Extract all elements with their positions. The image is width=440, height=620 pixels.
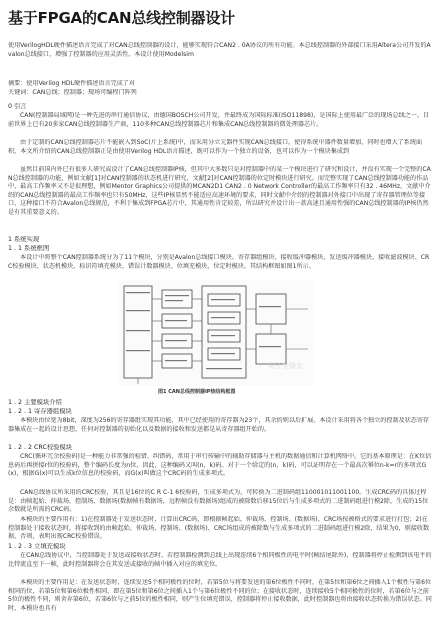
- paragraph-intro-2: 由于定制的CAN总线控制器芯片不能嵌入到SoC(片上系统)中，而采用分立元器件实现CAN总线接口，使得系统中器件数量增加，同时也增大了系统面积，本文所介绍的CAN总线控制器正是由使用Verilog HDL语言描述，既可以作为一个独立的设备，也可以作为一个模块集成到: [8, 139, 423, 155]
- subsection-heading-crc: 1 . 2 . 2 CRC校验模块: [8, 444, 73, 451]
- subsection-heading-block-diagram: 1 . 1 系统框图: [8, 245, 50, 252]
- paragraph-intro-3: 虽然目前国内外已有很多人研究或设计了CAN总线控制器IP核，但其中大多数只是对控制器中的某一个模块进行了研究和设计，并没有实现一个完整的CAN总线控制器的功能，例如文献[1]对CAN控制器的状态机进行研究，文献[2]对CAN控制器的位定时模块进行研究。而完整实现了CAN总线控制器功能的作品中，最高工作频率又不是很理想，例如Mentor Graphics公司提供的MCAN2D1 CAN2 . 0 Network Controller的最高工作频率只有32 . 46MHz，文献中介绍的CAN总线控制器的最高工作频率也只有50MHz，这些IP核显然不能适应高速环境的要求，同时文献中介绍的控制器对外接口中出现了寄存器管理位等接口，这种接口不符合Avalon总线规范，不利于集成到FPGA芯片中，其通用性肯定较差，所以研究并设计出一款高速且通用性强的CAN总线控制器的IP核仍然是有其重要意义的。: [8, 166, 431, 216]
- paragraph-block-diagram: 本设计中将整个CAN控制器系统分为了11个模块，分别是Avalon总线接口模块、寄存器组模块、接收缓冲器模块、发送缓冲器模块、接收滤波模块、CRC校验模块、状态机模块、标识符填充模块、错误计数器模块、位填充模块、位定时模块。其结构框图如图1所示。: [8, 254, 430, 270]
- paragraph-bit-stuffing-2: 本模块的主要作用是：在发送状态时，连续发送5个相同极性的位时，若第5位与将要发送的第6位极性不同时，在第5位和第6位之间插入1个极性与第6位相同的位，若第5位和第6位极性相同，即在第5位和第6位之间插入1个与第6位极性不同的位；在接收状态时，连续接收5个相同极性的位时，若第6位与之前5位的极性不同，则舍弃第6位，若第6位与之前5位的极性相同，则产生位填充错误，控制器将停止接收数据，此时控制器也将由接收状态转换为错误状态。同时，本模块也具有: [8, 579, 432, 612]
- paragraph-crc-3: 本模块的主要作用有：1)在控制器处于发送状态时，计算出CRC码，即根据帧起始、仲裁场、控制场、(数据场)、CRC场按被格式的要求进行打包；2)在控制器处于接收状态时，将接收到的由帧起始、仲裁场、控制场、(数据场)、CRC场组成的被除数与生成多项式的二进制码组进行模2除，结果为0，则接收数据，否则，表明出现CRC校验错误。: [8, 516, 430, 541]
- register-block: [162, 290, 192, 308]
- block-diagram-figure: [118, 280, 314, 386]
- subsection-heading-bit-stuffing: 1 . 2 . 3 立填充模块: [8, 543, 66, 550]
- intro-paragraph: 使用VerilogHDL硬件描述语言完成了对CAN总线控制器的设计，能够实现符合CAN2 . 0A协议的所有功能。本总线控制器的外部接口采用Altera公司开发的Avalon总线接口，增强了控制器的应用灵活性。本设计使用Modelsim: [8, 42, 431, 58]
- section-heading-intro: 0 引言: [8, 103, 27, 110]
- paragraph-crc-1: CRC(循环冗余校验码)是一种能力非常强的检错、纠错码，常用于串行传输中的辅助存储器与主机的数据通信和计算机网络中。它的基本原理是：在K位信息码后再拼接r位的校验码，整个编码长度为n位，因此，这种编码又叫(n，k)码。对于一个给定的(n，k)码，可以证明存在一个最高次幂位n-k=r的多项式G(x)，根据G(x)可以生成k位信息的校验码，而G(x)叫做这个CRC码的生成多项式。: [8, 453, 432, 478]
- abstract-line: 摘要：使用Verilog HDL硬件描述语言完成了对: [8, 80, 135, 87]
- paragraph-crc-2: CAN总线协议所采用的CRC校验，其且是16位的C R C-1 6校验码，生成多项式为，可转换为二进制码组110001011001100。生成CRC码的具体过程是：由帧起始、仲裁场、控制场、数据场(数据帧有数据场，远程帧没有数据场)组成的被除数后移15位后与生成多项式的二进制码组进行模2除，生成的15位余数就是所需的CRC码。: [8, 489, 429, 514]
- paragraph-registers: 本模块由位宽为8bit，深度为256的寄存器组实现其功能，其中已经使用的寄存器为23个，其余的则以后扩展。本设计采用将各个独立的控制及状态寄存器集成在一起的设计思想，任何对控制器的初始化以及数据的接收和发送都是从寄存器组开始的。: [8, 417, 430, 433]
- section-heading-system: 1 系统实现: [8, 236, 40, 243]
- keywords-line: 关键词：CAN总线；控制器；现场可编程门阵列: [8, 89, 137, 96]
- avalon-interface-block: [124, 286, 152, 378]
- article-title: 基于FPGA的CAN总线控制器设计: [8, 9, 235, 27]
- watermark-logo: 电子发烧友: [268, 362, 303, 370]
- paragraph-intro-1: CAN(控制器局域网)是一种先进的串行通信协议，由德国BOSCH公司开发，并最终成为国际标准(ISO11898)，是国际上使用最广泛的现场总线之一。目前世界上已有20多家CAN总线控制器生产商，110多种CAN总线控制器芯片和集成CAN总线控制器的微处理器芯片。: [8, 112, 430, 128]
- figure-caption: 图1 CAN总线控制器IP核结构框图: [158, 389, 236, 395]
- bit-stuff-block: [256, 294, 286, 324]
- block-diagram-svg: [118, 280, 314, 386]
- section-heading-main-modules: 1 . 2 主要模块介绍: [8, 399, 62, 406]
- bit-timing-block: [256, 334, 286, 364]
- paragraph-bit-stuffing-1: 在CAN总线协议中，当控制器处于发送或接收状态时，若控制器检测到总线上出现连续6个相同极性的电平时(帧结尾除外)，控制器将停止检测到该电平的比特流直至下一帧，此时控制器将会在其发送或接收的帧中插入对应的填充位。: [8, 552, 432, 568]
- subsection-heading-registers: 1 . 2 . 1 寄存器组模块: [8, 408, 72, 415]
